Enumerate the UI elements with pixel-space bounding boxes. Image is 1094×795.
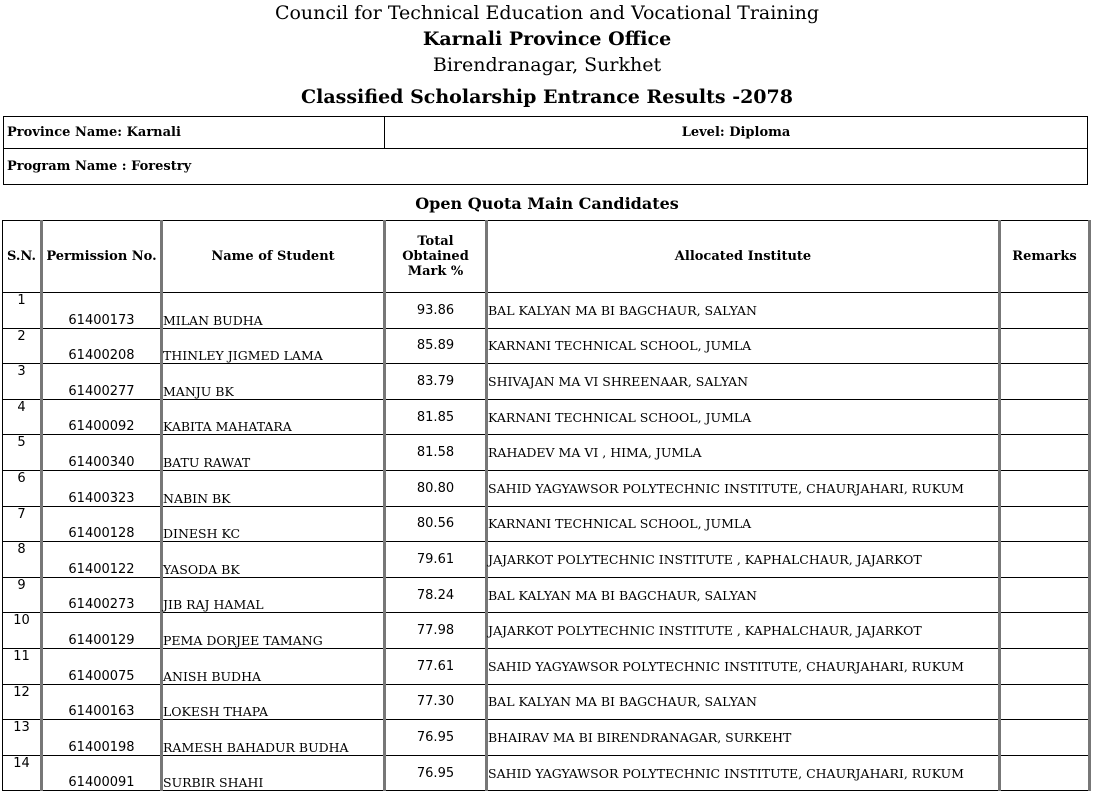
province-name: Province Name: Karnali [4,117,385,148]
row-remarks [1000,293,1090,329]
row-total-mark: 77.30 [385,684,487,720]
col-total-mark: Total Obtained Mark % [385,221,487,293]
row-remarks [1000,364,1090,400]
row-sn: 2 [3,328,42,364]
row-sn: 14 [3,755,42,791]
row-total-mark: 93.86 [385,293,487,329]
level: Level: Diploma [681,125,791,140]
table-row [3,542,1090,578]
table-row [3,470,1090,506]
row-student-name: KABITA MAHATARA [162,399,385,435]
row-allocated-institute: SHIVAJAN MA VI SHREENAAR, SALYAN [487,364,1000,400]
row-allocated-institute: JAJARKOT POLYTECHNIC INSTITUTE , KAPHALCHAUR, JAJARKOT [487,613,1000,649]
row-remarks [1000,435,1090,471]
row-sn: 3 [3,364,42,400]
row-permission-no: 61400092 [42,399,162,435]
row-sn: 5 [3,435,42,471]
row-permission-no: 61400208 [42,328,162,364]
table-row [3,293,1090,329]
table-row [3,613,1090,649]
col-remarks: Remarks [1000,221,1090,293]
organization-name: Council for Technical Education and Vocational Training [274,2,820,24]
row-sn: 11 [3,648,42,684]
row-total-mark: 81.58 [385,435,487,471]
row-student-name: RAMESH BAHADUR BUDHA [162,720,385,756]
row-remarks [1000,328,1090,364]
row-remarks [1000,720,1090,756]
row-student-name: MANJU BK [162,364,385,400]
program-name: Program Name : Forestry [7,159,192,174]
row-remarks [1000,506,1090,542]
row-allocated-institute: KARNANI TECHNICAL SCHOOL, JUMLA [487,328,1000,364]
row-student-name: LOKESH THAPA [162,684,385,720]
info-box [3,116,1088,185]
row-total-mark: 78.24 [385,577,487,613]
row-allocated-institute: JAJARKOT POLYTECHNIC INSTITUTE , KAPHALCHAUR, JAJARKOT [487,542,1000,578]
row-total-mark: 77.98 [385,613,487,649]
row-student-name: DINESH KC [162,506,385,542]
table-row [3,328,1090,364]
row-remarks [1000,648,1090,684]
row-sn: 4 [3,399,42,435]
office-name: Karnali Province Office [422,28,672,50]
row-total-mark: 80.56 [385,506,487,542]
row-sn: 12 [3,684,42,720]
row-permission-no: 61400273 [42,577,162,613]
row-allocated-institute: SAHID YAGYAWSOR POLYTECHNIC INSTITUTE, CHAURJAHARI, RUKUM [487,755,1000,791]
row-sn: 1 [3,293,42,329]
row-sn: 13 [3,720,42,756]
table-row [3,399,1090,435]
office-location: Birendranagar, Surkhet [432,54,662,76]
row-total-mark: 80.80 [385,470,487,506]
row-permission-no: 61400091 [42,755,162,791]
row-allocated-institute: BAL KALYAN MA BI BAGCHAUR, SALYAN [487,293,1000,329]
document-title: Classified Scholarship Entrance Results -2078 [301,86,793,108]
row-sn: 7 [3,506,42,542]
row-student-name: THINLEY JIGMED LAMA [162,328,385,364]
row-sn: 8 [3,542,42,578]
row-student-name: ANISH BUDHA [162,648,385,684]
row-allocated-institute: RAHADEV MA VI , HIMA, JUMLA [487,435,1000,471]
table-row [3,506,1090,542]
row-permission-no: 61400163 [42,684,162,720]
row-remarks [1000,399,1090,435]
row-total-mark: 85.89 [385,328,487,364]
results-body [3,293,1090,791]
row-student-name: PEMA DORJEE TAMANG [162,613,385,649]
row-student-name: SURBIR SHAHI [162,755,385,791]
table-row [3,684,1090,720]
row-allocated-institute: BHAIRAV MA BI BIRENDRANAGAR, SURKEHT [487,720,1000,756]
col-sn: S.N. [3,221,42,293]
row-remarks [1000,577,1090,613]
table-row [3,720,1090,756]
row-sn: 9 [3,577,42,613]
col-allocated-institute: Allocated Institute [487,221,1000,293]
table-header-row [3,221,1090,293]
table-row [3,755,1090,791]
row-total-mark: 76.95 [385,720,487,756]
row-remarks [1000,684,1090,720]
row-student-name: NABIN BK [162,470,385,506]
col-permission-no: Permission No. [42,221,162,293]
row-remarks [1000,755,1090,791]
row-permission-no: 61400122 [42,542,162,578]
row-student-name: BATU RAWAT [162,435,385,471]
table-row [3,435,1090,471]
row-permission-no: 61400323 [42,470,162,506]
row-total-mark: 76.95 [385,755,487,791]
info-row [4,117,1087,149]
row-permission-no: 61400277 [42,364,162,400]
row-sn: 6 [3,470,42,506]
row-allocated-institute: BAL KALYAN MA BI BAGCHAUR, SALYAN [487,684,1000,720]
row-remarks [1000,613,1090,649]
row-allocated-institute: KARNANI TECHNICAL SCHOOL, JUMLA [487,399,1000,435]
results-table [2,220,1091,791]
row-total-mark: 83.79 [385,364,487,400]
section-title: Open Quota Main Candidates [415,194,679,213]
table-row [3,577,1090,613]
row-total-mark: 81.85 [385,399,487,435]
row-permission-no: 61400340 [42,435,162,471]
row-allocated-institute: KARNANI TECHNICAL SCHOOL, JUMLA [487,506,1000,542]
table-row [3,364,1090,400]
row-remarks [1000,470,1090,506]
row-permission-no: 61400173 [42,293,162,329]
row-student-name: YASODA BK [162,542,385,578]
row-allocated-institute: SAHID YAGYAWSOR POLYTECHNIC INSTITUTE, CHAURJAHARI, RUKUM [487,648,1000,684]
row-total-mark: 79.61 [385,542,487,578]
row-student-name: MILAN BUDHA [162,293,385,329]
table-row [3,648,1090,684]
row-permission-no: 61400128 [42,506,162,542]
row-allocated-institute: BAL KALYAN MA BI BAGCHAUR, SALYAN [487,577,1000,613]
row-sn: 10 [3,613,42,649]
row-permission-no: 61400198 [42,720,162,756]
row-student-name: JIB RAJ HAMAL [162,577,385,613]
col-student-name: Name of Student [162,221,385,293]
row-permission-no: 61400129 [42,613,162,649]
row-permission-no: 61400075 [42,648,162,684]
row-total-mark: 77.61 [385,648,487,684]
row-allocated-institute: SAHID YAGYAWSOR POLYTECHNIC INSTITUTE, CHAURJAHARI, RUKUM [487,470,1000,506]
row-remarks [1000,542,1090,578]
